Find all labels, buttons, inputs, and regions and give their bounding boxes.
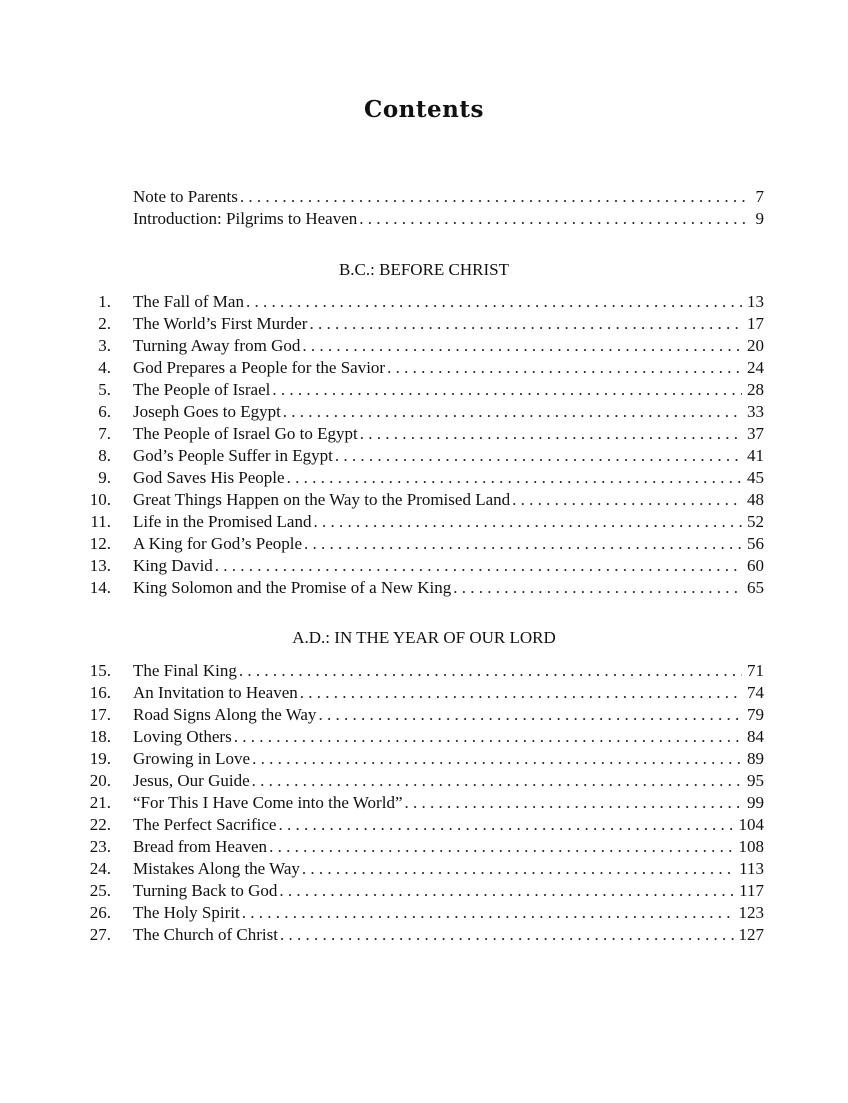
dot-leader bbox=[280, 924, 734, 946]
chapter-number: 12. bbox=[89, 534, 111, 553]
page-number: 28 bbox=[747, 380, 764, 399]
entry-title: Jesus, Our Guide bbox=[133, 771, 250, 790]
toc-entry bbox=[82, 660, 764, 682]
page-number: 117 bbox=[739, 881, 764, 900]
page-number: 45 bbox=[747, 468, 764, 487]
entry-title: The World’s First Murder bbox=[133, 314, 308, 333]
chapter-number: 16. bbox=[89, 683, 111, 702]
dot-leader bbox=[360, 423, 742, 445]
entry-title: The Fall of Man bbox=[133, 292, 244, 311]
entry-title: Turning Back to God bbox=[133, 881, 278, 900]
toc-entry bbox=[82, 379, 764, 401]
dot-leader bbox=[387, 357, 742, 379]
page-number: 65 bbox=[747, 578, 764, 597]
page-number: 104 bbox=[738, 815, 764, 834]
toc-entry bbox=[82, 555, 764, 577]
toc-entry bbox=[82, 533, 764, 555]
page-number: 113 bbox=[739, 859, 764, 878]
page-number: 127 bbox=[738, 925, 764, 944]
dot-leader bbox=[318, 704, 742, 726]
toc-entry bbox=[82, 401, 764, 423]
chapter-number: 6. bbox=[98, 402, 111, 421]
toc-entry bbox=[82, 814, 764, 836]
page-number: 56 bbox=[747, 534, 764, 553]
entry-title: Great Things Happen on the Way to the Promised Land bbox=[133, 490, 511, 509]
chapter-number: 19. bbox=[89, 749, 111, 768]
toc-entry bbox=[82, 208, 764, 230]
dot-leader bbox=[246, 291, 742, 313]
entry-title: The People of Israel Go to Egypt bbox=[133, 424, 358, 443]
entry-title: Note to Parents bbox=[133, 187, 238, 206]
entry-title: Mistakes Along the Way bbox=[133, 859, 300, 878]
page-number: 41 bbox=[747, 446, 764, 465]
dot-leader bbox=[287, 467, 742, 489]
toc-list-bc bbox=[82, 291, 764, 599]
entry-title: King Solomon and the Promise of a New King bbox=[133, 578, 452, 597]
toc-entry bbox=[82, 682, 764, 704]
page-number: 17 bbox=[747, 314, 764, 333]
toc-entry bbox=[82, 291, 764, 313]
entry-title: Joseph Goes to Egypt bbox=[133, 402, 281, 421]
toc-entry bbox=[82, 577, 764, 599]
toc-entry bbox=[82, 836, 764, 858]
toc-entry bbox=[82, 792, 764, 814]
page-number: 48 bbox=[747, 490, 764, 509]
entry-title: God Prepares a People for the Savior bbox=[133, 358, 386, 377]
chapter-number: 7. bbox=[98, 424, 111, 443]
dot-leader bbox=[272, 379, 742, 401]
dot-leader bbox=[252, 770, 742, 792]
page-number: 33 bbox=[747, 402, 764, 421]
toc-entry bbox=[82, 313, 764, 335]
page-number: 7 bbox=[755, 187, 764, 206]
page-number: 89 bbox=[747, 749, 764, 768]
dot-leader bbox=[279, 880, 734, 902]
chapter-number: 25. bbox=[89, 881, 111, 900]
entry-title: An Invitation to Heaven bbox=[133, 683, 298, 702]
entry-title: Introduction: Pilgrims to Heaven bbox=[133, 209, 358, 228]
entry-title: Bread from Heaven bbox=[133, 837, 268, 856]
dot-leader bbox=[278, 814, 733, 836]
toc-entry bbox=[82, 489, 764, 511]
front-matter-list bbox=[82, 186, 764, 230]
entry-title: The Perfect Sacrifice bbox=[133, 815, 277, 834]
page-number: 84 bbox=[747, 727, 764, 746]
dot-leader bbox=[304, 533, 742, 555]
dot-leader bbox=[215, 555, 742, 577]
page-number: 108 bbox=[738, 837, 764, 856]
page-number: 37 bbox=[747, 424, 764, 443]
chapter-number: 27. bbox=[89, 925, 111, 944]
entry-title: The People of Israel bbox=[133, 380, 271, 399]
toc-entry bbox=[82, 186, 764, 208]
dot-leader bbox=[302, 858, 734, 880]
page-number: 71 bbox=[747, 661, 764, 680]
chapter-number: 4. bbox=[98, 358, 111, 377]
chapter-number: 9. bbox=[98, 468, 111, 487]
entry-title: God Saves His People bbox=[133, 468, 285, 487]
toc-entry bbox=[82, 880, 764, 902]
section-heading-ad: A.D.: IN THE YEAR OF OUR LORD bbox=[292, 628, 556, 647]
chapter-number: 26. bbox=[89, 903, 111, 922]
page-number: 123 bbox=[738, 903, 764, 922]
toc-entry bbox=[82, 858, 764, 880]
dot-leader bbox=[242, 902, 734, 924]
toc-entry bbox=[82, 511, 764, 533]
toc-entry bbox=[82, 726, 764, 748]
chapter-number: 13. bbox=[89, 556, 111, 575]
entry-title: A King for God’s People bbox=[133, 534, 303, 553]
page-number: 60 bbox=[747, 556, 764, 575]
toc-list-ad bbox=[82, 660, 764, 946]
dot-leader bbox=[359, 208, 745, 230]
entry-title: God’s People Suffer in Egypt bbox=[133, 446, 333, 465]
dot-leader bbox=[405, 792, 743, 814]
entry-title: Life in the Promised Land bbox=[133, 512, 312, 531]
entry-title: The Holy Spirit bbox=[133, 903, 240, 922]
chapter-number: 15. bbox=[89, 661, 111, 680]
page-number: 24 bbox=[747, 358, 764, 377]
dot-leader bbox=[302, 335, 742, 357]
page-number: 79 bbox=[747, 705, 764, 724]
dot-leader bbox=[234, 726, 742, 748]
chapter-number: 20. bbox=[89, 771, 111, 790]
dot-leader bbox=[300, 682, 742, 704]
chapter-number: 8. bbox=[98, 446, 111, 465]
entry-title: Growing in Love bbox=[133, 749, 251, 768]
chapter-number: 21. bbox=[89, 793, 111, 812]
entry-title: The Church of Christ bbox=[133, 925, 278, 944]
toc-entry bbox=[82, 467, 764, 489]
toc-entry bbox=[82, 335, 764, 357]
entry-title: Turning Away from God bbox=[133, 336, 301, 355]
chapter-number: 2. bbox=[98, 314, 111, 333]
dot-leader bbox=[269, 836, 733, 858]
page-number: 99 bbox=[747, 793, 764, 812]
section-heading-bc: B.C.: BEFORE CHRIST bbox=[338, 260, 510, 279]
dot-leader bbox=[239, 660, 742, 682]
dot-leader bbox=[252, 748, 742, 770]
chapter-number: 1. bbox=[98, 292, 111, 311]
entry-title: The Final King bbox=[133, 661, 237, 680]
chapter-number: 18. bbox=[89, 727, 111, 746]
chapter-number: 17. bbox=[89, 705, 111, 724]
toc-entry bbox=[82, 770, 764, 792]
dot-leader bbox=[309, 313, 742, 335]
page-number: 95 bbox=[747, 771, 764, 790]
dot-leader bbox=[283, 401, 742, 423]
dot-leader bbox=[335, 445, 742, 467]
chapter-number: 3. bbox=[98, 336, 111, 355]
entry-title: King David bbox=[133, 556, 213, 575]
chapter-number: 10. bbox=[89, 490, 111, 509]
chapter-number: 5. bbox=[98, 380, 111, 399]
page-number: 13 bbox=[747, 292, 764, 311]
chapter-number: 11. bbox=[90, 512, 111, 531]
dot-leader bbox=[313, 511, 742, 533]
dot-leader bbox=[240, 186, 745, 208]
entry-title: Loving Others bbox=[133, 727, 232, 746]
chapter-number: 22. bbox=[89, 815, 111, 834]
page-number: 9 bbox=[755, 209, 764, 228]
chapter-number: 14. bbox=[89, 578, 111, 597]
chapter-number: 24. bbox=[89, 859, 111, 878]
page-number: 74 bbox=[747, 683, 764, 702]
toc-entry bbox=[82, 423, 764, 445]
toc-entry bbox=[82, 748, 764, 770]
chapter-number: 23. bbox=[89, 837, 111, 856]
dot-leader bbox=[512, 489, 742, 511]
toc-entry bbox=[82, 902, 764, 924]
page-number: 52 bbox=[747, 512, 764, 531]
toc-entry bbox=[82, 445, 764, 467]
page-number: 20 bbox=[747, 336, 764, 355]
toc-entry bbox=[82, 357, 764, 379]
toc-entry bbox=[82, 704, 764, 726]
page-title: Contents bbox=[364, 96, 484, 123]
entry-title: Road Signs Along the Way bbox=[133, 705, 317, 724]
dot-leader bbox=[453, 577, 742, 599]
toc-entry bbox=[82, 924, 764, 946]
entry-title: “For This I Have Come into the World” bbox=[133, 793, 403, 812]
